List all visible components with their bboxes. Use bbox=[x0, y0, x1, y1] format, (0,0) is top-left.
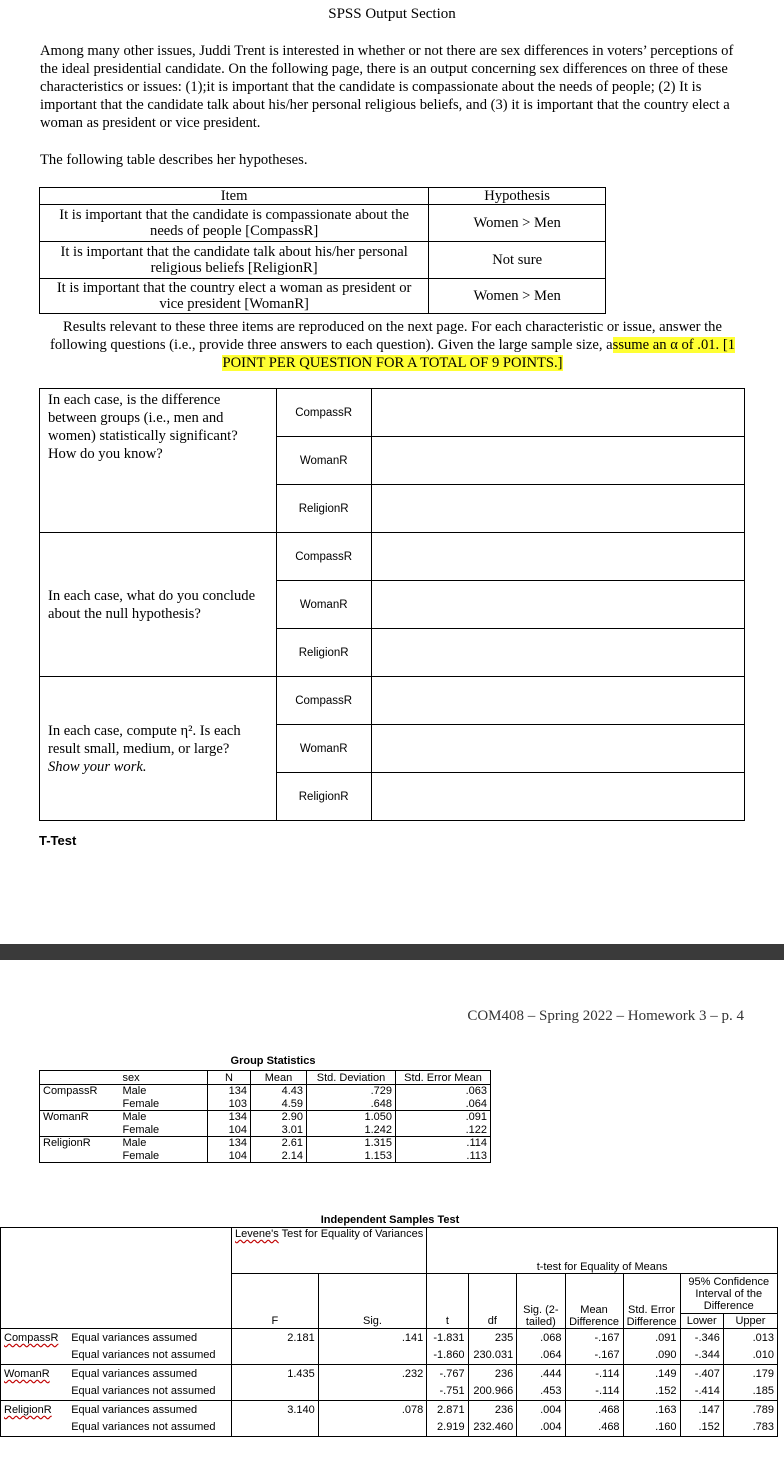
answer-cell[interactable] bbox=[371, 629, 744, 677]
gs-header-sd: Std. Deviation bbox=[307, 1071, 396, 1085]
is-sig2: .068 bbox=[517, 1329, 565, 1347]
question-var-label: ReligionR bbox=[276, 773, 371, 821]
gs-row bbox=[40, 1124, 491, 1137]
question-table bbox=[39, 388, 745, 821]
is-label: Equal variances assumed bbox=[68, 1401, 231, 1419]
is-header-lower: Lower bbox=[680, 1314, 723, 1329]
is-row bbox=[1, 1401, 778, 1419]
is-sig: .232 bbox=[318, 1365, 426, 1383]
hypothesis-row bbox=[40, 205, 606, 242]
is-sig bbox=[318, 1419, 426, 1437]
answer-cell[interactable] bbox=[371, 773, 744, 821]
is-lower: .147 bbox=[680, 1401, 723, 1419]
is-header-df: df bbox=[468, 1314, 517, 1329]
question-row bbox=[40, 677, 745, 725]
is-t: -1.831 bbox=[427, 1329, 468, 1347]
hypothesis-item: It is important that the candidate talk about his/her personal religious beliefs [ReligionR] bbox=[40, 242, 429, 279]
is-label: Equal variances not assumed bbox=[68, 1419, 231, 1437]
is-sig: .141 bbox=[318, 1329, 426, 1347]
gs-mean: 2.90 bbox=[251, 1111, 307, 1124]
is-sig bbox=[318, 1347, 426, 1365]
answer-cell[interactable] bbox=[371, 725, 744, 773]
question-var-label: WomanR bbox=[276, 581, 371, 629]
is-upper: .783 bbox=[723, 1419, 777, 1437]
gs-n: 104 bbox=[208, 1150, 251, 1163]
is-t: 2.919 bbox=[427, 1419, 468, 1437]
is-t: 2.871 bbox=[427, 1401, 468, 1419]
is-t: -.767 bbox=[427, 1365, 468, 1383]
is-label: Equal variances assumed bbox=[68, 1365, 231, 1383]
is-var: WomanR bbox=[1, 1365, 69, 1383]
question-var-label: CompassR bbox=[276, 389, 371, 437]
independent-samples-table bbox=[0, 1227, 778, 1437]
is-f bbox=[232, 1419, 319, 1437]
results-text: Results relevant to these three items are reproduced on the next page. For each characteristic or issue, answer the following questions (i.e., provide three answers to each question). Given the large sample size, a bbox=[49, 319, 722, 353]
is-df: 200.966 bbox=[468, 1383, 517, 1401]
gs-sex: Female bbox=[120, 1150, 208, 1163]
gs-header-n: N bbox=[208, 1071, 251, 1085]
question-3-note: Show your work. bbox=[48, 758, 147, 775]
gs-se: .114 bbox=[396, 1137, 491, 1150]
gs-mean: 2.14 bbox=[251, 1150, 307, 1163]
is-df: 236 bbox=[468, 1365, 517, 1383]
is-sed: .152 bbox=[623, 1383, 680, 1401]
is-var bbox=[1, 1383, 69, 1401]
intro-paragraph: Among many other issues, Juddi Trent is interested in whether or not there are sex differences in voters’ perceptions of the ideal presidential candidate. On the following page, there is an output concerning sex differences on three of these characteristics or issues: (1);it is important that the candidate is compassionate about the needs of people; (2) It is important that the candidate talk about his/her personal religious beliefs, and (3) it is important that the country elect a woman as president or vice president. bbox=[40, 43, 734, 131]
gs-sex: Male bbox=[120, 1111, 208, 1124]
question-2: In each case, what do you conclude about the null hypothesis? bbox=[40, 533, 277, 677]
gs-se: .063 bbox=[396, 1085, 491, 1098]
gs-n: 104 bbox=[208, 1124, 251, 1137]
question-var-label: ReligionR bbox=[276, 629, 371, 677]
is-lower: -.346 bbox=[680, 1329, 723, 1347]
is-df: 230.031 bbox=[468, 1347, 517, 1365]
hypothesis-value: Women > Men bbox=[429, 205, 606, 242]
is-md: .468 bbox=[565, 1419, 623, 1437]
is-f bbox=[232, 1347, 319, 1365]
hypothesis-value: Women > Men bbox=[429, 279, 606, 314]
gs-sd: 1.315 bbox=[307, 1137, 396, 1150]
hypothesis-header-row bbox=[40, 188, 606, 205]
is-levene-name: Levene's bbox=[235, 1228, 279, 1240]
is-var: ReligionR bbox=[1, 1401, 69, 1419]
answer-cell[interactable] bbox=[371, 485, 744, 533]
is-sed: .091 bbox=[623, 1329, 680, 1347]
gs-mean: 3.01 bbox=[251, 1124, 307, 1137]
is-upper: .179 bbox=[723, 1365, 777, 1383]
is-md: .468 bbox=[565, 1401, 623, 1419]
answer-cell[interactable] bbox=[371, 389, 744, 437]
group-statistics-table bbox=[39, 1070, 491, 1163]
gs-row bbox=[40, 1111, 491, 1124]
is-f: 2.181 bbox=[232, 1329, 319, 1347]
gs-sd: 1.050 bbox=[307, 1111, 396, 1124]
gs-var: ReligionR bbox=[40, 1137, 120, 1150]
is-var bbox=[1, 1347, 69, 1365]
is-sig2: .004 bbox=[517, 1401, 565, 1419]
gs-n: 103 bbox=[208, 1098, 251, 1111]
gs-row bbox=[40, 1098, 491, 1111]
gs-sd: .729 bbox=[307, 1085, 396, 1098]
is-label: Equal variances assumed bbox=[68, 1329, 231, 1347]
answer-cell[interactable] bbox=[371, 677, 744, 725]
page-title: SPSS Output Section bbox=[328, 6, 456, 22]
is-sig2: .064 bbox=[517, 1347, 565, 1365]
independent-samples-title: Independent Samples Test bbox=[320, 1214, 460, 1226]
gs-row bbox=[40, 1085, 491, 1098]
is-f: 1.435 bbox=[232, 1365, 319, 1383]
is-lower: -.407 bbox=[680, 1365, 723, 1383]
answer-cell[interactable] bbox=[371, 437, 744, 485]
question-3 bbox=[40, 677, 277, 821]
is-header-f: F bbox=[232, 1314, 319, 1329]
is-sed: .163 bbox=[623, 1401, 680, 1419]
gs-mean: 4.59 bbox=[251, 1098, 307, 1111]
question-var-label: WomanR bbox=[276, 437, 371, 485]
hypothesis-value: Not sure bbox=[429, 242, 606, 279]
is-header-ci: 95% Confidence Interval of the Difference bbox=[680, 1274, 778, 1314]
is-upper: .185 bbox=[723, 1383, 777, 1401]
is-upper: .010 bbox=[723, 1347, 777, 1365]
is-label: Equal variances not assumed bbox=[71, 1385, 216, 1398]
hypothesis-row bbox=[40, 279, 606, 314]
is-header-t: t bbox=[427, 1314, 468, 1329]
hypothesis-row bbox=[40, 242, 606, 279]
lead-sentence: The following table describes her hypotheses. bbox=[40, 152, 308, 168]
is-row bbox=[1, 1365, 778, 1383]
gs-sex: Female bbox=[122, 1123, 160, 1136]
question-1: In each case, is the difference between groups (i.e., men and women) statistically significant? How do you know? bbox=[40, 389, 277, 533]
is-f bbox=[232, 1383, 319, 1401]
is-sed: .160 bbox=[623, 1419, 680, 1437]
results-highlight: ssume an α of .01. [1 POINT PER QUESTION FOR A TOTAL OF 9 POINTS.] bbox=[222, 337, 735, 371]
is-header-sig2: Sig. (2-tailed) bbox=[517, 1274, 565, 1329]
is-row bbox=[1, 1383, 778, 1401]
hypothesis-table bbox=[39, 187, 606, 314]
gs-mean: 4.43 bbox=[251, 1085, 307, 1098]
is-row bbox=[1, 1419, 778, 1437]
gs-var: WomanR bbox=[40, 1111, 120, 1124]
question-var-label: CompassR bbox=[276, 533, 371, 581]
gs-sex: Male bbox=[120, 1137, 208, 1150]
is-row bbox=[1, 1347, 778, 1365]
is-sed: .090 bbox=[623, 1347, 680, 1365]
hypothesis-header-item: Item bbox=[40, 188, 429, 205]
is-var bbox=[1, 1419, 69, 1437]
question-row bbox=[40, 389, 745, 437]
gs-var bbox=[40, 1150, 120, 1163]
hypothesis-item: It is important that the candidate is compassionate about the needs of people [CompassR] bbox=[40, 205, 429, 242]
is-df: 235 bbox=[468, 1329, 517, 1347]
is-lower: -.344 bbox=[680, 1347, 723, 1365]
is-sig2: .004 bbox=[517, 1419, 565, 1437]
is-md: -.167 bbox=[565, 1329, 623, 1347]
gs-n: 134 bbox=[208, 1111, 251, 1124]
gs-header-se: Std. Error Mean bbox=[396, 1071, 491, 1085]
gs-header-row bbox=[40, 1071, 491, 1085]
answer-cell[interactable] bbox=[371, 533, 744, 581]
gs-n: 134 bbox=[208, 1085, 251, 1098]
is-header-sed: Std. Error Difference bbox=[623, 1274, 680, 1329]
is-sed: .149 bbox=[623, 1365, 680, 1383]
is-levene-header bbox=[232, 1228, 427, 1274]
is-label: Equal variances not assumed bbox=[71, 1349, 216, 1362]
gs-sex: Female bbox=[122, 1097, 160, 1110]
is-ttest-header: t-test for Equality of Means bbox=[427, 1228, 778, 1274]
is-sig: .078 bbox=[318, 1401, 426, 1419]
is-md: -.114 bbox=[565, 1365, 623, 1383]
gs-mean: 2.61 bbox=[251, 1137, 307, 1150]
gs-header-sex: sex bbox=[120, 1071, 208, 1085]
gs-sd: .648 bbox=[307, 1098, 396, 1111]
gs-se: .064 bbox=[396, 1098, 491, 1111]
is-sig bbox=[318, 1383, 426, 1401]
group-statistics-title: Group Statistics bbox=[230, 1055, 316, 1067]
is-md: -.114 bbox=[565, 1383, 623, 1401]
page-break-divider bbox=[0, 944, 784, 960]
is-upper: .789 bbox=[723, 1401, 777, 1419]
question-var-label: CompassR bbox=[276, 677, 371, 725]
gs-n: 134 bbox=[208, 1137, 251, 1150]
gs-var: CompassR bbox=[40, 1085, 120, 1098]
gs-se: .122 bbox=[396, 1124, 491, 1137]
answer-cell[interactable] bbox=[371, 581, 744, 629]
gs-sd: 1.242 bbox=[307, 1124, 396, 1137]
is-header-upper: Upper bbox=[723, 1314, 777, 1329]
is-t: -.751 bbox=[427, 1383, 468, 1401]
hypothesis-header-hypothesis: Hypothesis bbox=[429, 188, 606, 205]
is-header-sig: Sig. bbox=[318, 1314, 426, 1329]
is-lower: -.414 bbox=[680, 1383, 723, 1401]
is-var: CompassR bbox=[1, 1329, 69, 1347]
gs-row bbox=[40, 1137, 491, 1150]
gs-var bbox=[40, 1098, 120, 1111]
is-sig2: .444 bbox=[517, 1365, 565, 1383]
question-3-text: In each case, compute η². Is each result small, medium, or large? bbox=[48, 722, 241, 757]
is-row bbox=[1, 1329, 778, 1347]
is-header-row-1 bbox=[1, 1228, 778, 1274]
is-f: 3.140 bbox=[232, 1401, 319, 1419]
is-df: 236 bbox=[468, 1401, 517, 1419]
is-upper: .013 bbox=[723, 1329, 777, 1347]
is-t: -1.860 bbox=[427, 1347, 468, 1365]
hypothesis-item: It is important that the country elect a woman as president or vice president [WomanR] bbox=[40, 279, 429, 314]
question-var-label: ReligionR bbox=[276, 485, 371, 533]
is-sig2: .453 bbox=[517, 1383, 565, 1401]
page-footer: COM408 – Spring 2022 – Homework 3 – p. 4 bbox=[467, 1008, 744, 1024]
gs-header-mean: Mean bbox=[251, 1071, 307, 1085]
gs-var bbox=[40, 1124, 120, 1137]
is-levene-rest: Test for Equality of Variances bbox=[278, 1228, 424, 1240]
gs-se: .113 bbox=[396, 1150, 491, 1163]
gs-sex: Male bbox=[120, 1085, 208, 1098]
is-header-md: Mean Difference bbox=[565, 1274, 623, 1329]
gs-sd: 1.153 bbox=[307, 1150, 396, 1163]
is-df: 232.460 bbox=[468, 1419, 517, 1437]
is-md: -.167 bbox=[565, 1347, 623, 1365]
ttest-heading: T-Test bbox=[39, 833, 77, 848]
question-var-label: WomanR bbox=[276, 725, 371, 773]
gs-row bbox=[40, 1150, 491, 1163]
question-row bbox=[40, 533, 745, 581]
results-paragraph bbox=[40, 318, 745, 372]
is-lower: .152 bbox=[680, 1419, 723, 1437]
gs-se: .091 bbox=[396, 1111, 491, 1124]
